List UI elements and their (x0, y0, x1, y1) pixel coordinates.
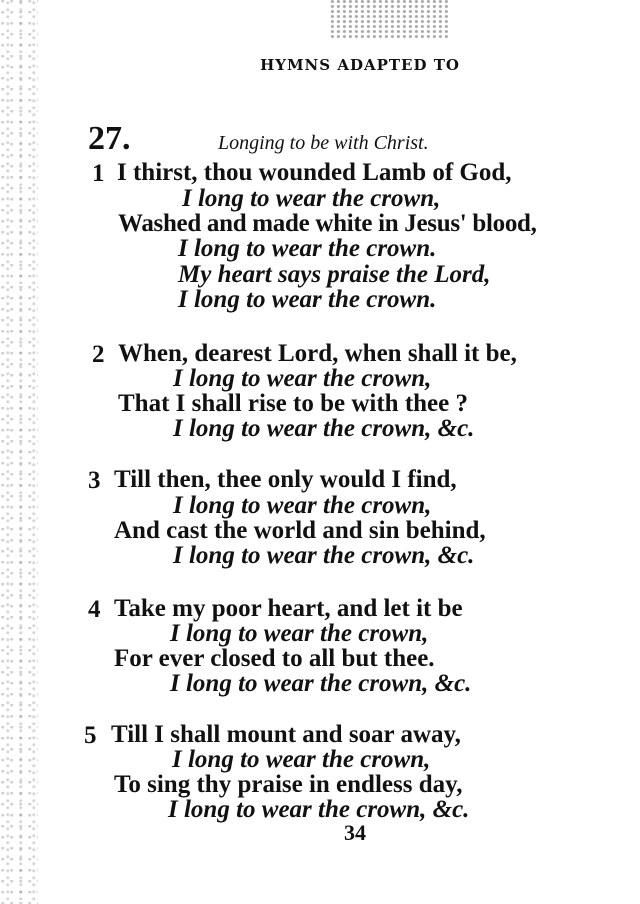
verse-line: That I shall rise to be with thee ? (118, 390, 468, 417)
refrain-line: My heart says praise the Lord, (178, 261, 491, 288)
refrain-line: I long to wear the crown, (173, 365, 432, 392)
hymn-title: Longing to be with Christ. (218, 132, 429, 154)
refrain-line: I long to wear the crown. (178, 235, 437, 262)
verse-number: 5 (84, 722, 97, 749)
refrain-line: I long to wear the crown, &c. (168, 796, 470, 823)
refrain-line: I long to wear the crown, (173, 492, 432, 519)
verse-line: When, dearest Lord, when shall it be, (118, 340, 517, 367)
refrain-line: I long to wear the crown, (172, 746, 431, 773)
page-number: 34 (344, 820, 366, 845)
hymn-heading (88, 120, 429, 158)
refrain-line: I long to wear the crown, (182, 185, 441, 212)
verse-line: Till I shall mount and soar away, (111, 721, 461, 748)
verse-line: Till then, thee only would I find, (114, 466, 457, 493)
verse-line: Take my poor heart, and let it be (114, 595, 463, 622)
verse-line: For ever closed to all but thee. (114, 645, 435, 672)
refrain-line: I long to wear the crown, (170, 620, 429, 647)
refrain-line: I long to wear the crown, &c. (173, 415, 475, 442)
verse-line: And cast the world and sin behind, (114, 517, 486, 544)
refrain-line: I long to wear the crown, &c. (173, 542, 475, 569)
refrain-line: I long to wear the crown, &c. (170, 670, 472, 697)
running-header: HYMNS ADAPTED TO (260, 56, 460, 74)
verse-line: To sing thy praise in endless day, (114, 771, 463, 798)
verse-line: Washed and made white in Jesus' blood, (118, 210, 537, 237)
verse-number: 4 (88, 596, 101, 623)
page-edge-grain (0, 0, 38, 904)
verse-number: 2 (92, 341, 105, 368)
verse-number: 3 (88, 467, 101, 494)
refrain-line: I long to wear the crown. (178, 286, 437, 313)
verse-number: 1 (92, 160, 105, 187)
hymn-number: 27. (88, 120, 131, 157)
page-top-grain (330, 0, 450, 40)
verse-line: I thirst, thou wounded Lamb of God, (117, 159, 512, 186)
